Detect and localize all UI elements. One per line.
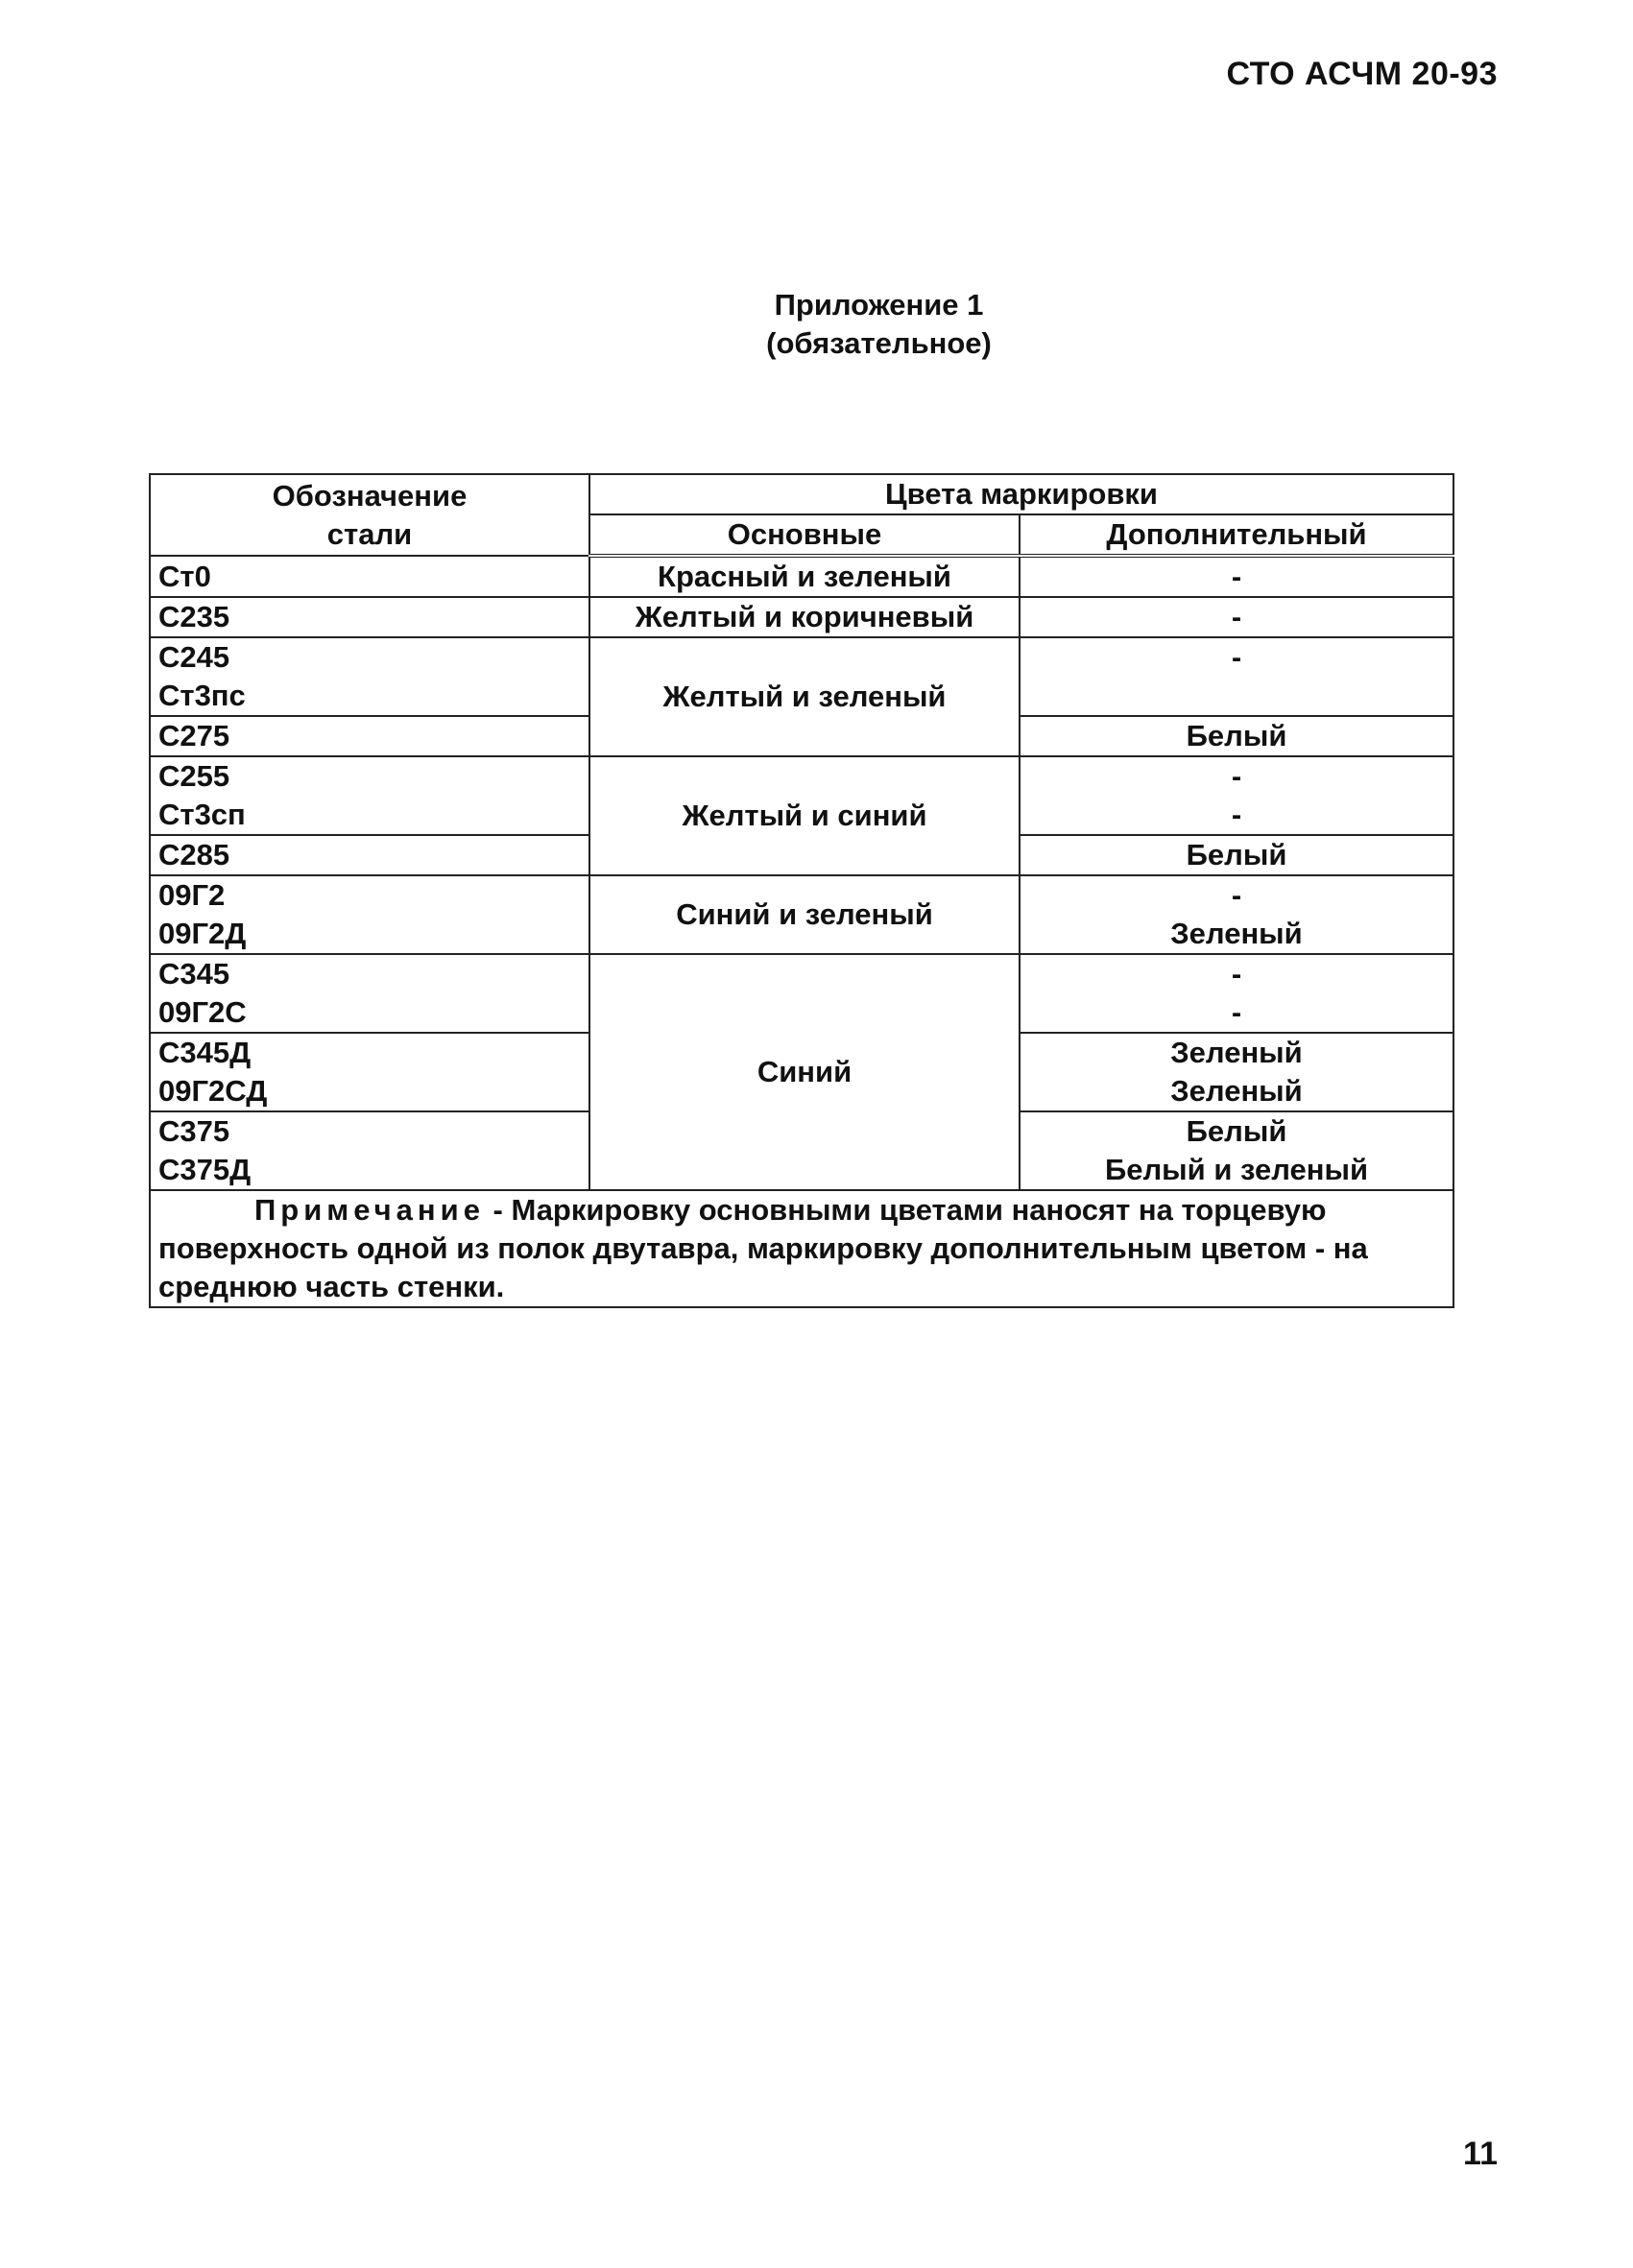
note-line-2: поверхность одной из полок двутавра, маркировку дополнительным цветом - на — [158, 1231, 1368, 1265]
appendix-title: Приложение 1 — [774, 288, 984, 322]
steel-grade-cell: С235 — [150, 597, 589, 637]
header-main-colors: Основные — [589, 514, 1020, 556]
page-number: 11 — [1463, 2136, 1498, 2172]
main-colors-cell: Синий — [589, 954, 1020, 1190]
table-row — [150, 637, 1453, 716]
note-lead: Примечание — [254, 1193, 485, 1227]
additional-color-cell: - - — [1020, 756, 1453, 835]
appendix-heading — [0, 286, 1633, 363]
steel-grade-cell: Ст0 — [150, 556, 589, 597]
table-note — [150, 1190, 1453, 1307]
steel-grade-cell: С345 09Г2С — [150, 954, 589, 1033]
header-steel-designation: Обозначение стали — [150, 474, 589, 556]
table-row — [150, 597, 1453, 637]
additional-color-cell: - — [1020, 597, 1453, 637]
table-row — [150, 954, 1453, 1033]
header-additional-color: Дополнительный — [1020, 514, 1453, 556]
additional-color-cell: - - — [1020, 954, 1453, 1033]
marking-colors-table — [149, 473, 1454, 1308]
steel-grade-cell: С275 — [150, 716, 589, 756]
table-note-row — [150, 1190, 1453, 1307]
additional-color-cell: - — [1020, 637, 1453, 716]
additional-color-cell: Белый Белый и зеленый — [1020, 1111, 1453, 1190]
additional-color-cell: Белый — [1020, 716, 1453, 756]
additional-color-cell: Белый — [1020, 835, 1453, 875]
steel-grade-cell: С375 С375Д — [150, 1111, 589, 1190]
table-row — [150, 875, 1453, 954]
main-colors-cell: Желтый и зеленый — [589, 637, 1020, 756]
main-colors-cell: Желтый и коричневый — [589, 597, 1020, 637]
note-line-1: - Маркировку основными цветами наносят на торцевую — [484, 1193, 1327, 1227]
table-row — [150, 756, 1453, 835]
steel-grade-cell: С245 Ст3пс — [150, 637, 589, 716]
steel-grade-cell: С345Д 09Г2СД — [150, 1033, 589, 1111]
main-colors-cell: Красный и зеленый — [589, 556, 1020, 597]
main-colors-cell: Синий и зеленый — [589, 875, 1020, 954]
steel-grade-cell: С285 — [150, 835, 589, 875]
note-line-3: среднюю часть стенки. — [158, 1270, 505, 1303]
steel-grade-cell: С255 Ст3сп — [150, 756, 589, 835]
header-marking-colors: Цвета маркировки — [589, 474, 1453, 514]
additional-color-cell: Зеленый Зеленый — [1020, 1033, 1453, 1111]
document-code: СТО АСЧМ 20-93 — [1226, 56, 1498, 92]
appendix-subtitle: (обязательное) — [766, 326, 992, 360]
table-row — [150, 556, 1453, 597]
additional-color-cell: - Зеленый — [1020, 875, 1453, 954]
steel-grade-cell: 09Г2 09Г2Д — [150, 875, 589, 954]
additional-color-cell: - — [1020, 556, 1453, 597]
main-colors-cell: Желтый и синий — [589, 756, 1020, 875]
